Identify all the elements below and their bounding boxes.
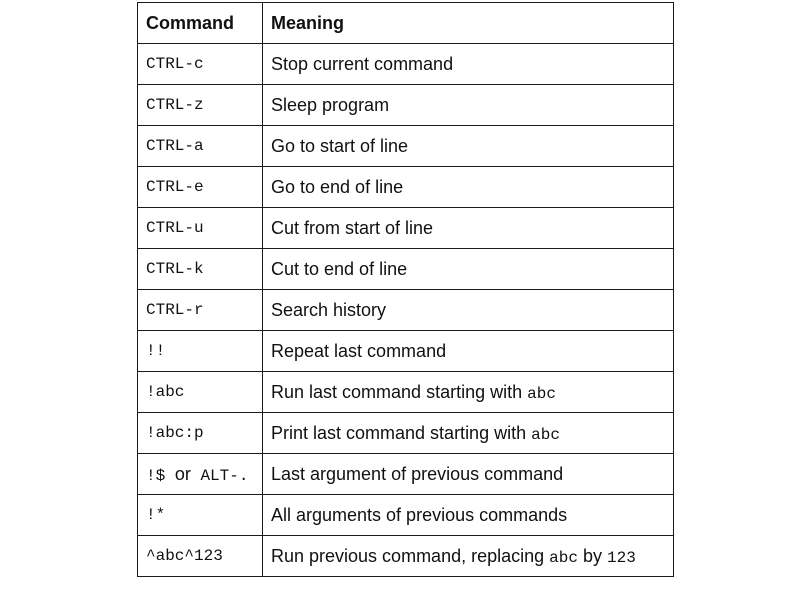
command-cell: CTRL-e <box>138 167 263 208</box>
command-cell: CTRL-a <box>138 126 263 167</box>
table-row <box>138 495 674 536</box>
meaning-cell: Go to end of line <box>263 167 674 208</box>
meaning-cell: Sleep program <box>263 85 674 126</box>
command-cell: CTRL-r <box>138 290 263 331</box>
table-row <box>138 413 674 454</box>
table-row <box>138 249 674 290</box>
meaning-cell <box>263 372 674 413</box>
table-row <box>138 167 674 208</box>
table-row <box>138 454 674 495</box>
command-cell: !! <box>138 331 263 372</box>
meaning-code: abc <box>531 425 560 444</box>
meaning-cell <box>263 413 674 454</box>
command-cell: CTRL-c <box>138 44 263 85</box>
header-meaning: Meaning <box>263 3 674 44</box>
command-code: !$ <box>146 466 166 485</box>
command-cell: !abc:p <box>138 413 263 454</box>
meaning-cell: Repeat last command <box>263 331 674 372</box>
command-cell: !* <box>138 495 263 536</box>
command-or: or <box>174 463 191 484</box>
table-row <box>138 44 674 85</box>
table-row <box>138 290 674 331</box>
meaning-code: abc <box>549 548 578 567</box>
command-cell: CTRL-u <box>138 208 263 249</box>
command-code: ALT-. <box>200 466 249 485</box>
meaning-text: by <box>582 545 602 566</box>
meaning-cell <box>263 536 674 577</box>
meaning-code: abc <box>527 384 556 403</box>
table-row <box>138 208 674 249</box>
table-row <box>138 126 674 167</box>
meaning-cell: All arguments of previous commands <box>263 495 674 536</box>
meaning-code: 123 <box>607 548 636 567</box>
header-command: Command <box>138 3 263 44</box>
table-row <box>138 85 674 126</box>
meaning-cell: Go to start of line <box>263 126 674 167</box>
meaning-text: Run last command starting with <box>271 381 523 402</box>
shortcut-table <box>137 2 674 577</box>
table-row <box>138 331 674 372</box>
meaning-cell: Last argument of previous command <box>263 454 674 495</box>
meaning-cell: Cut from start of line <box>263 208 674 249</box>
meaning-text: Run previous command, replacing <box>271 545 545 566</box>
command-cell: ^abc^123 <box>138 536 263 577</box>
meaning-cell: Search history <box>263 290 674 331</box>
command-cell: !abc <box>138 372 263 413</box>
command-cell <box>138 454 263 495</box>
command-cell: CTRL-z <box>138 85 263 126</box>
table-row <box>138 372 674 413</box>
table-row <box>138 536 674 577</box>
meaning-cell: Cut to end of line <box>263 249 674 290</box>
command-cell: CTRL-k <box>138 249 263 290</box>
meaning-text: Print last command starting with <box>271 422 527 443</box>
header-row <box>138 3 674 44</box>
meaning-cell: Stop current command <box>263 44 674 85</box>
